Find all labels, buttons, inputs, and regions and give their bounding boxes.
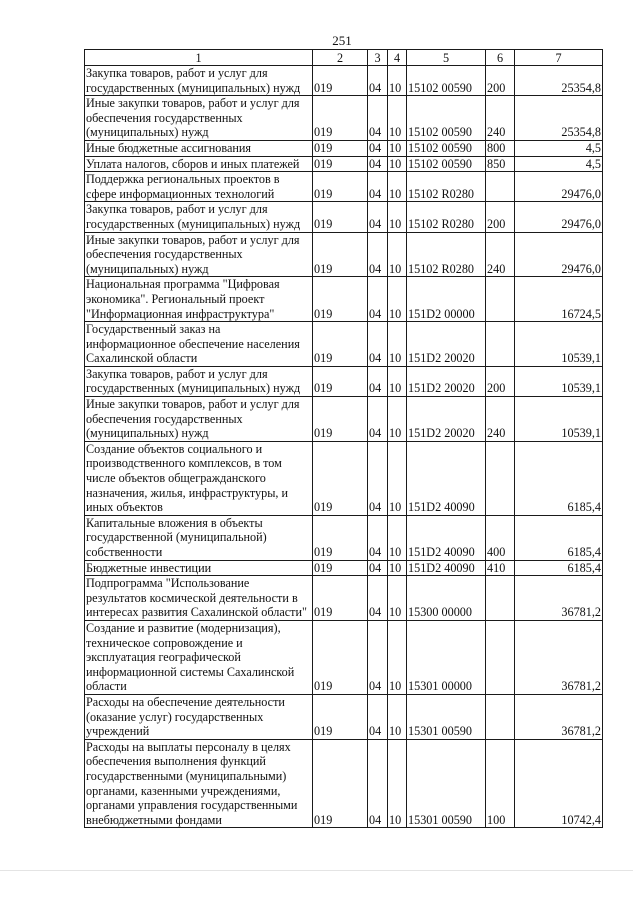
cell-pr: 10 — [388, 576, 407, 621]
header-row — [85, 50, 603, 66]
cell-rz: 04 — [368, 576, 388, 621]
cell-ved: 019 — [313, 322, 368, 367]
cell-csr: 151D2 20020 — [407, 322, 486, 367]
cell-name: Государственный заказ на информационное обеспечение населения Сахалинской области — [85, 322, 313, 367]
cell-ved: 019 — [313, 620, 368, 694]
cell-vr: 410 — [486, 560, 515, 576]
cell-vr: 240 — [486, 96, 515, 141]
cell-sum: 36781,2 — [515, 620, 603, 694]
cell-sum: 10539,1 — [515, 366, 603, 396]
cell-sum: 29476,0 — [515, 202, 603, 232]
cell-sum: 10742,4 — [515, 739, 603, 828]
page-number: 251 — [332, 33, 352, 48]
table-row — [85, 739, 603, 828]
cell-ved: 019 — [313, 156, 368, 172]
cell-rz: 04 — [368, 739, 388, 828]
cell-pr: 10 — [388, 140, 407, 156]
table-row — [85, 515, 603, 560]
table-body — [85, 66, 603, 828]
cell-ved: 019 — [313, 366, 368, 396]
cell-rz: 04 — [368, 66, 388, 96]
cell-sum: 36781,2 — [515, 576, 603, 621]
cell-ved: 019 — [313, 172, 368, 202]
cell-rz: 04 — [368, 441, 388, 515]
cell-csr: 15301 00590 — [407, 694, 486, 739]
cell-ved: 019 — [313, 694, 368, 739]
cell-rz: 04 — [368, 156, 388, 172]
cell-pr: 10 — [388, 232, 407, 277]
cell-vr: 200 — [486, 202, 515, 232]
table-row — [85, 620, 603, 694]
cell-vr: 240 — [486, 232, 515, 277]
cell-vr: 400 — [486, 515, 515, 560]
cell-name: Создание объектов социального и производственного комплексов, в том числе объектов общегражданского назначения, жилья, инфраструктуры, и иных объектов — [85, 441, 313, 515]
cell-vr — [486, 576, 515, 621]
cell-vr: 800 — [486, 140, 515, 156]
cell-name: Подпрограмма "Использование результатов космической деятельности в интересах развития Сахалинской области" — [85, 576, 313, 621]
cell-sum: 6185,4 — [515, 560, 603, 576]
cell-pr: 10 — [388, 694, 407, 739]
table-row — [85, 172, 603, 202]
cell-vr: 200 — [486, 366, 515, 396]
cell-csr: 15102 R0280 — [407, 172, 486, 202]
cell-rz: 04 — [368, 322, 388, 367]
table-row — [85, 576, 603, 621]
cell-rz: 04 — [368, 277, 388, 322]
cell-ved: 019 — [313, 576, 368, 621]
cell-csr: 15102 00590 — [407, 66, 486, 96]
cell-vr — [486, 441, 515, 515]
cell-ved: 019 — [313, 560, 368, 576]
header-rz: 3 — [368, 50, 388, 66]
cell-pr: 10 — [388, 156, 407, 172]
cell-rz: 04 — [368, 232, 388, 277]
header-vr: 6 — [486, 50, 515, 66]
cell-ved: 019 — [313, 441, 368, 515]
cell-pr: 10 — [388, 277, 407, 322]
cell-sum: 25354,8 — [515, 96, 603, 141]
cell-rz: 04 — [368, 694, 388, 739]
cell-csr: 15300 00000 — [407, 576, 486, 621]
cell-csr: 15102 00590 — [407, 156, 486, 172]
header-csr: 5 — [407, 50, 486, 66]
cell-ved: 019 — [313, 739, 368, 828]
cell-rz: 04 — [368, 560, 388, 576]
cell-csr: 15102 00590 — [407, 140, 486, 156]
table-row — [85, 66, 603, 96]
cell-pr: 10 — [388, 66, 407, 96]
cell-sum: 6185,4 — [515, 441, 603, 515]
header-sum: 7 — [515, 50, 603, 66]
table-row — [85, 232, 603, 277]
cell-vr — [486, 322, 515, 367]
cell-name: Бюджетные инвестиции — [85, 560, 313, 576]
cell-name: Закупка товаров, работ и услуг для государственных (муниципальных) нужд — [85, 66, 313, 96]
cell-vr: 100 — [486, 739, 515, 828]
cell-ved: 019 — [313, 202, 368, 232]
cell-pr: 10 — [388, 397, 407, 442]
cell-vr: 850 — [486, 156, 515, 172]
cell-sum: 4,5 — [515, 140, 603, 156]
cell-vr — [486, 620, 515, 694]
cell-rz: 04 — [368, 140, 388, 156]
table-row — [85, 441, 603, 515]
table-row — [85, 397, 603, 442]
cell-vr — [486, 694, 515, 739]
cell-pr: 10 — [388, 515, 407, 560]
cell-name: Уплата налогов, сборов и иных платежей — [85, 156, 313, 172]
cell-rz: 04 — [368, 96, 388, 141]
header-name: 1 — [85, 50, 313, 66]
cell-name: Иные закупки товаров, работ и услуг для обеспечения государственных (муниципальных) нужд — [85, 96, 313, 141]
cell-sum: 29476,0 — [515, 172, 603, 202]
cell-pr: 10 — [388, 322, 407, 367]
table-row — [85, 366, 603, 396]
cell-csr: 151D2 40090 — [407, 560, 486, 576]
table-row — [85, 156, 603, 172]
cell-ved: 019 — [313, 515, 368, 560]
cell-csr: 151D2 20020 — [407, 397, 486, 442]
budget-table — [84, 49, 603, 828]
cell-sum: 6185,4 — [515, 515, 603, 560]
cell-pr: 10 — [388, 366, 407, 396]
table-row — [85, 322, 603, 367]
cell-pr: 10 — [388, 172, 407, 202]
cell-sum: 16724,5 — [515, 277, 603, 322]
cell-csr: 151D2 40090 — [407, 515, 486, 560]
cell-csr: 15301 00590 — [407, 739, 486, 828]
cell-name: Иные закупки товаров, работ и услуг для обеспечения государственных (муниципальных) нужд — [85, 232, 313, 277]
cell-ved: 019 — [313, 66, 368, 96]
cell-vr: 200 — [486, 66, 515, 96]
cell-sum: 4,5 — [515, 156, 603, 172]
cell-ved: 019 — [313, 277, 368, 322]
cell-name: Закупка товаров, работ и услуг для государственных (муниципальных) нужд — [85, 366, 313, 396]
table-row — [85, 96, 603, 141]
table-row — [85, 560, 603, 576]
cell-vr — [486, 277, 515, 322]
cell-rz: 04 — [368, 397, 388, 442]
cell-pr: 10 — [388, 441, 407, 515]
table-row — [85, 202, 603, 232]
cell-ved: 019 — [313, 96, 368, 141]
cell-name: Поддержка региональных проектов в сфере информационных технологий — [85, 172, 313, 202]
cell-name: Национальная программа "Цифровая экономика". Региональный проект "Информационная инфраструктура" — [85, 277, 313, 322]
cell-pr: 10 — [388, 560, 407, 576]
cell-csr: 15102 R0280 — [407, 232, 486, 277]
table-row — [85, 694, 603, 739]
cell-sum: 25354,8 — [515, 66, 603, 96]
cell-rz: 04 — [368, 515, 388, 560]
cell-sum: 36781,2 — [515, 694, 603, 739]
cell-name: Расходы на выплаты персоналу в целях обеспечения выполнения функций государственными (муниципальными) органами, казенными учреждениями, органами управления государственными внебюджетными фондами — [85, 739, 313, 828]
cell-ved: 019 — [313, 140, 368, 156]
cell-csr: 15102 R0280 — [407, 202, 486, 232]
cell-ved: 019 — [313, 232, 368, 277]
cell-csr: 15301 00000 — [407, 620, 486, 694]
header-pr: 4 — [388, 50, 407, 66]
table-row — [85, 140, 603, 156]
cell-rz: 04 — [368, 172, 388, 202]
cell-csr: 15102 00590 — [407, 96, 486, 141]
cell-csr: 151D2 40090 — [407, 441, 486, 515]
table-row — [85, 277, 603, 322]
cell-sum: 29476,0 — [515, 232, 603, 277]
cell-csr: 151D2 20020 — [407, 366, 486, 396]
cell-pr: 10 — [388, 96, 407, 141]
cell-name: Расходы на обеспечение деятельности (оказание услуг) государственных учреждений — [85, 694, 313, 739]
cell-sum: 10539,1 — [515, 322, 603, 367]
cell-vr: 240 — [486, 397, 515, 442]
scan-edge-line — [0, 870, 633, 871]
cell-ved: 019 — [313, 397, 368, 442]
cell-name: Капитальные вложения в объекты государственной (муниципальной) собственности — [85, 515, 313, 560]
cell-rz: 04 — [368, 202, 388, 232]
header-ved: 2 — [313, 50, 368, 66]
cell-pr: 10 — [388, 739, 407, 828]
cell-pr: 10 — [388, 620, 407, 694]
cell-csr: 151D2 00000 — [407, 277, 486, 322]
table-header — [85, 50, 603, 66]
cell-sum: 10539,1 — [515, 397, 603, 442]
cell-pr: 10 — [388, 202, 407, 232]
cell-name: Иные бюджетные ассигнования — [85, 140, 313, 156]
cell-rz: 04 — [368, 620, 388, 694]
cell-name: Создание и развитие (модернизация), техническое сопровождение и эксплуатация географической информационной системы Сахалинской области — [85, 620, 313, 694]
cell-name: Иные закупки товаров, работ и услуг для обеспечения государственных (муниципальных) нужд — [85, 397, 313, 442]
cell-vr — [486, 172, 515, 202]
cell-name: Закупка товаров, работ и услуг для государственных (муниципальных) нужд — [85, 202, 313, 232]
cell-rz: 04 — [368, 366, 388, 396]
